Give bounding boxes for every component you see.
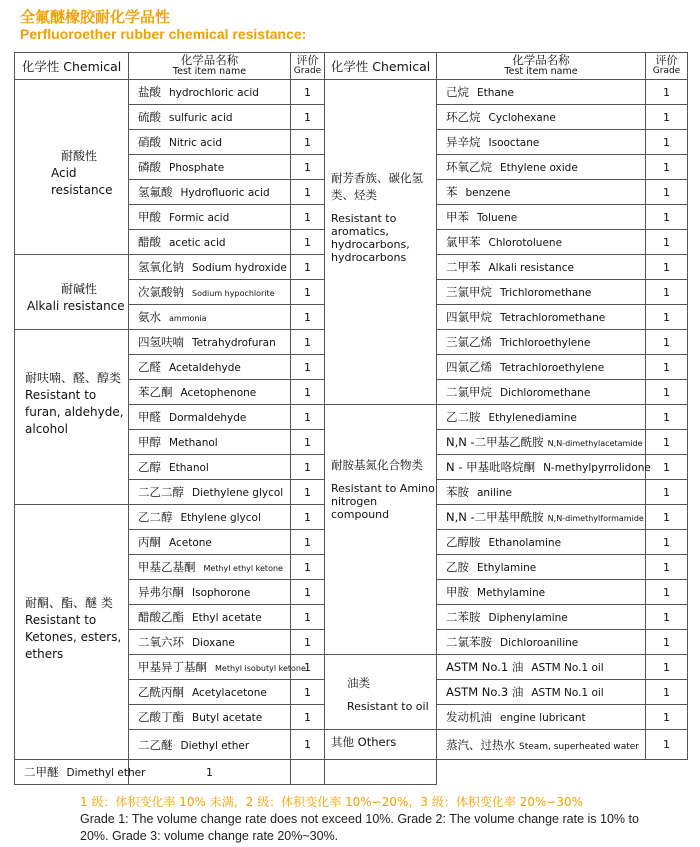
test-item [129, 655, 306, 680]
grade-value: 1 [291, 105, 325, 130]
test-item [437, 330, 646, 355]
item-name-en: Ethanol [169, 462, 209, 474]
test-item [129, 130, 291, 155]
item-name-en: Alkali resistance [488, 262, 574, 274]
test-item [437, 680, 646, 705]
item-name-en: Ethylene oxide [500, 162, 578, 174]
test-item [437, 205, 646, 230]
grade-value: 1 [291, 180, 325, 205]
item-name-en: Sodium hydroxide [192, 262, 287, 274]
category-right [325, 405, 437, 655]
test-item [129, 605, 291, 630]
item-name-cn: 苯乙酮 [138, 385, 173, 399]
item-name-cn: 二乙二醇 [138, 485, 184, 499]
item-name-cn: 异辛烷 [446, 135, 481, 149]
item-name-cn: 乙二胺 [446, 410, 481, 424]
category-left [15, 505, 129, 760]
item-name-cn: 三氯甲烷 [446, 285, 492, 299]
test-item [437, 355, 646, 380]
test-item [437, 180, 646, 205]
grade-value: 1 [646, 630, 688, 655]
test-item [129, 430, 291, 455]
item-name-en: Ethanolamine [488, 537, 562, 549]
grade-value: 1 [646, 505, 688, 530]
category-left [15, 330, 129, 505]
item-name-cn: 乙醛 [138, 360, 161, 374]
item-name-cn: 氢氧化钠 [138, 260, 184, 274]
item-name-cn: 环乙烷 [446, 110, 481, 124]
header-grade-cn: 评价 [296, 54, 319, 67]
item-name-cn: 环氧乙烷 [446, 160, 492, 174]
category-label-cn: 油类 [347, 676, 370, 690]
grade-value: 1 [646, 280, 688, 305]
header-test-item [129, 53, 291, 80]
item-name-en: N,N-dimethylformamide [547, 514, 644, 523]
item-name-en: Dichloroaniline [500, 637, 579, 649]
item-name-en: Acetylacetone [192, 687, 267, 699]
header-test-item-cn-right: 化学品名称 [512, 53, 570, 67]
item-name-cn: 醋酸乙酯 [138, 610, 184, 624]
category-label-cn: 耐酮、酯、醚 类 [25, 596, 113, 610]
category-label-cn: 其他 Others [331, 735, 397, 749]
item-name-cn: 异弗尔酮 [138, 585, 184, 599]
item-name-cn: 三氯乙烯 [446, 335, 492, 349]
grade-value: 1 [291, 130, 325, 155]
item-name-cn: 苯 [446, 185, 458, 199]
table-body [15, 80, 688, 785]
test-item [129, 105, 291, 130]
grade-value: 1 [291, 255, 325, 280]
test-item [437, 580, 646, 605]
grade-value: 1 [291, 355, 325, 380]
item-name-cn: 次氯酸钠 [138, 285, 184, 299]
test-item [129, 330, 291, 355]
item-name-cn: 四氯甲烷 [446, 310, 492, 324]
item-name-en: ASTM No.1 oil [531, 662, 604, 674]
item-name-en: Formic acid [169, 212, 230, 224]
item-name-cn: 甲酸 [138, 210, 161, 224]
test-item [129, 730, 291, 760]
item-name-cn: 甲基乙基酮 [138, 560, 196, 574]
test-item [437, 455, 651, 480]
grade-value: 1 [291, 630, 325, 655]
item-name-cn: 发动机油 [446, 710, 492, 724]
header-grade-en: Grade [293, 66, 322, 76]
header-grade [291, 53, 325, 80]
grade-value: 1 [646, 680, 688, 705]
test-item [129, 380, 291, 405]
test-item [129, 505, 291, 530]
test-item [129, 530, 291, 555]
grade-value: 1 [291, 330, 325, 355]
item-name-cn: 甲醇 [138, 435, 161, 449]
grade-value: 1 [291, 205, 325, 230]
grade-value: 1 [646, 530, 688, 555]
test-item [129, 255, 291, 280]
header-grade-cn-right: 评价 [655, 54, 678, 67]
item-name-cn: 乙酰丙酮 [138, 685, 184, 699]
header-chemical-right: 化学性 Chemical [325, 53, 437, 80]
grade-value: 1 [291, 555, 325, 580]
grade-value: 1 [646, 605, 688, 630]
item-name-cn: 乙醇胺 [446, 535, 481, 549]
test-item [129, 705, 291, 730]
test-item [437, 605, 646, 630]
item-name-en: Ethylenediamine [488, 412, 577, 424]
grade-value: 1 [291, 680, 325, 705]
item-name-cn: 氯甲苯 [446, 235, 481, 249]
grade-value: 1 [291, 655, 325, 680]
item-name-en: Tetrahydrofuran [192, 337, 276, 349]
category-label-en: Resistant to oil [347, 700, 429, 713]
item-name-cn: 乙二醇 [138, 510, 173, 524]
item-name-en: Sodium hypochlorite [192, 289, 275, 298]
item-name-cn: 四氯乙烯 [446, 360, 492, 374]
grade-value: 1 [291, 280, 325, 305]
test-item [129, 455, 291, 480]
item-name-en: Tetrachloromethane [500, 312, 606, 324]
grade-value: 1 [291, 230, 325, 255]
item-name-cn: N - 甲基吡咯烷酮 [446, 460, 536, 474]
item-name-cn: 氨水 [138, 310, 161, 324]
header-test-item-en: Test item name [172, 66, 247, 77]
item-name-cn: 盐酸 [138, 85, 161, 99]
item-name-en: Methylamine [477, 587, 546, 599]
grade-value: 1 [646, 655, 688, 680]
item-name-cn: 硫酸 [138, 110, 161, 124]
category-left [15, 255, 129, 330]
category-label-en: Resistant to furan, aldehyde, alcohol [25, 388, 124, 436]
item-name-en: Hydrofluoric acid [180, 187, 270, 199]
test-item [437, 280, 646, 305]
item-name-en: Trichloromethane [500, 287, 592, 299]
test-item [437, 255, 646, 280]
item-name-en: acetic acid [169, 237, 226, 249]
item-name-en: Methanol [169, 437, 218, 449]
grade-value: 1 [646, 430, 688, 455]
grade-value: 1 [291, 530, 325, 555]
test-item [437, 480, 646, 505]
grade-value: 1 [646, 580, 688, 605]
test-item [437, 380, 646, 405]
item-name-cn: 乙醇 [138, 460, 161, 474]
grade-value: 1 [291, 605, 325, 630]
item-name-en: Acetaldehyde [169, 362, 241, 374]
test-item [129, 580, 291, 605]
item-name-en: Dormaldehyde [169, 412, 247, 424]
item-name-en: Dichloromethane [500, 387, 591, 399]
grade-value: 1 [646, 155, 688, 180]
test-item [129, 555, 291, 580]
item-name-en: hydrochloric acid [169, 87, 259, 99]
header-test-item-cn: 化学品名称 [180, 53, 239, 67]
item-name-cn: 二氯甲烷 [446, 385, 492, 399]
test-item [129, 480, 291, 505]
item-name-en: Chlorotoluene [488, 237, 563, 249]
grade-value: 1 [129, 760, 291, 785]
test-item [129, 205, 291, 230]
test-item [129, 630, 291, 655]
grade-value: 1 [291, 705, 325, 730]
item-name-en: Ethylene glycol [180, 512, 261, 524]
grade-value: 1 [646, 230, 688, 255]
item-name-cn: 二氧六环 [138, 635, 184, 649]
grade-value: 1 [646, 480, 688, 505]
grade-value: 1 [646, 455, 688, 480]
item-name-cn: 氢氟酸 [138, 185, 173, 199]
grade-note-en: Grade 1: The volume change rate does not exceed 10%. Grade 2: The volume change rate is 10% to 20%. Grade 3: volume change rate 20%~30%. [80, 812, 639, 843]
grade-value [325, 760, 437, 785]
item-name-cn: 磷酸 [138, 160, 161, 174]
category-right [325, 655, 437, 730]
test-item [129, 280, 291, 305]
page-title-cn: 全氟醚橡胶耐化学品性 [20, 8, 171, 26]
category-label-en: Resistant to Ketones, esters, ethers [25, 613, 122, 661]
table-row [15, 80, 688, 105]
item-name-en: aniline [477, 487, 512, 499]
item-name-cn: 甲基异丁基酮 [138, 660, 207, 674]
item-name-en: Trichloroethylene [500, 337, 591, 349]
item-name-cn: 二甲苯 [446, 260, 481, 274]
item-name-cn: 乙酸丁酯 [138, 710, 184, 724]
grade-value: 1 [646, 105, 688, 130]
grade-value: 1 [291, 380, 325, 405]
grade-value: 1 [646, 80, 688, 105]
item-name-cn: 蒸汽、过热水 [446, 737, 515, 752]
item-name-cn: 二甲醚 [24, 765, 59, 779]
item-name-en: Ethane [477, 87, 514, 99]
header-test-item-en-right: Test item name [504, 66, 578, 77]
category-label-en: Alkali resistance [27, 299, 125, 313]
grade-value: 1 [646, 730, 688, 760]
grade-value: 1 [646, 305, 688, 330]
grade-value: 1 [291, 155, 325, 180]
item-name-cn: N,N -二甲基乙酰胺 [446, 435, 544, 449]
item-name-cn: 四氢呋喃 [138, 335, 184, 349]
test-item [291, 760, 325, 785]
item-name-en: benzene [465, 187, 511, 199]
test-item [129, 80, 291, 105]
grade-value: 1 [646, 180, 688, 205]
test-item [437, 80, 646, 105]
item-name-en: Cyclohexane [488, 112, 556, 124]
category-label-cn: 耐碱性 [61, 282, 98, 296]
item-name-cn: 硝酸 [138, 135, 161, 149]
grade-value: 1 [646, 380, 688, 405]
item-name-en: Butyl acetate [192, 712, 263, 724]
header-grade-right [646, 53, 688, 80]
test-item [437, 105, 646, 130]
item-name-cn: 甲醛 [138, 410, 161, 424]
test-item [437, 305, 646, 330]
item-name-en: Diethylene glycol [192, 487, 284, 499]
test-item [129, 180, 291, 205]
item-name-en: N,N-dimethylacetamide [547, 439, 643, 448]
test-item [437, 505, 646, 530]
test-item [129, 305, 291, 330]
table-row [15, 760, 688, 785]
item-name-cn: ASTM No.3 油 [446, 685, 524, 699]
grade-value: 1 [291, 480, 325, 505]
test-item [437, 155, 646, 180]
test-item [437, 655, 646, 680]
item-name-en: Phosphate [169, 162, 225, 174]
grade-value: 1 [646, 255, 688, 280]
item-name-en: Isophorone [192, 587, 251, 599]
page-title-en: Perfluoroether rubber chemical resistance: [20, 26, 307, 42]
item-name-en: ASTM No.1 oil [531, 687, 604, 699]
category-right [325, 80, 437, 405]
item-name-cn: 乙胺 [446, 560, 469, 574]
category-right [325, 730, 437, 760]
item-name-en: Toluene [477, 212, 518, 224]
header-chemical: 化学性 Chemical [15, 53, 129, 80]
item-name-en: Diethyl ether [180, 739, 250, 752]
test-item [129, 405, 291, 430]
grade-value: 1 [291, 580, 325, 605]
category-label-en: Acid resistance [51, 166, 113, 197]
item-name-en: Steam, superheated water [519, 741, 640, 752]
item-name-en: Methyl ethyl ketone [203, 564, 283, 573]
test-item [437, 705, 646, 730]
item-name-en: engine lubricant [500, 712, 586, 724]
item-name-en: Acetophenone [180, 387, 257, 399]
item-name-cn: 二氯苯胺 [446, 635, 492, 649]
category-label-cn: 耐胺基氮化合物类 [331, 458, 423, 472]
grade-value: 1 [646, 130, 688, 155]
item-name-en: Nitric acid [169, 137, 223, 149]
test-item [437, 530, 646, 555]
item-name-en: Tetrachloroethylene [500, 362, 605, 374]
item-name-cn: 二乙醚 [138, 737, 173, 752]
test-item [437, 555, 646, 580]
test-item [437, 630, 646, 655]
grade-value: 1 [291, 80, 325, 105]
grade-value: 1 [646, 330, 688, 355]
item-name-en: Methyl isobutyl ketone [215, 664, 306, 673]
category-label-cn: 耐呋喃、醛、醇类 [25, 371, 122, 385]
item-name-en: Acetone [169, 537, 212, 549]
item-name-cn: 醋酸 [138, 235, 161, 249]
test-item [437, 230, 646, 255]
item-name-en: sulfuric acid [169, 112, 233, 124]
test-item [129, 230, 291, 255]
item-name-en: Dioxane [192, 637, 235, 649]
item-name-cn: 二苯胺 [446, 610, 481, 624]
header-grade-en-right: Grade [652, 66, 681, 76]
grade-value: 1 [646, 405, 688, 430]
test-item [129, 355, 291, 380]
item-name-cn: 甲苯 [446, 210, 469, 224]
item-name-en: Ethylamine [477, 562, 537, 574]
grade-value: 1 [646, 705, 688, 730]
grade-value: 1 [291, 505, 325, 530]
grade-value: 1 [291, 405, 325, 430]
test-item [437, 130, 646, 155]
grade-value: 1 [646, 205, 688, 230]
category-label-cn: 耐酸性 [61, 149, 98, 163]
grade-value: 1 [646, 355, 688, 380]
item-name-cn: 苯胺 [446, 485, 469, 499]
item-name-en: Isooctane [488, 137, 540, 149]
item-name-en: Dimethyl ether [66, 767, 146, 779]
test-item [15, 760, 146, 785]
grade-value: 1 [646, 555, 688, 580]
grade-value: 1 [291, 455, 325, 480]
category-label-en: Resistant to aromatics, hydrocarbons, hydrocarbons [331, 212, 410, 264]
item-name-en: N-methylpyrrolidone [543, 462, 651, 474]
test-item [129, 155, 291, 180]
item-name-en: ammonia [169, 314, 207, 323]
test-item [437, 730, 646, 760]
item-name-en: Ethyl acetate [192, 612, 262, 624]
test-item [437, 430, 646, 455]
item-name-en: Diphenylamine [488, 612, 568, 624]
test-item [129, 680, 291, 705]
header-test-item-right [437, 53, 646, 80]
grade-note-cn: 1 级：体积变化率 10% 未满，2 级：体积变化率 10%∽20%，3 级：体积变化率 20%∽30% [80, 795, 584, 809]
item-name-cn: N,N -二甲基甲酰胺 [446, 510, 544, 524]
item-name-cn: 己烷 [446, 85, 469, 99]
chemical-resistance-table [14, 52, 688, 785]
category-label-cn: 耐芳香族、碳化氢类、烃类 [331, 171, 423, 202]
item-name-cn: 甲胺 [446, 585, 469, 599]
grade-value: 1 [291, 305, 325, 330]
item-name-cn: ASTM No.1 油 [446, 660, 524, 674]
grade-value: 1 [291, 430, 325, 455]
category-label-en: Resistant to Amino nitrogen compound [331, 482, 435, 521]
item-name-cn: 丙酮 [138, 535, 161, 549]
grade-value: 1 [291, 730, 325, 760]
test-item [437, 405, 646, 430]
category-left [15, 80, 129, 255]
